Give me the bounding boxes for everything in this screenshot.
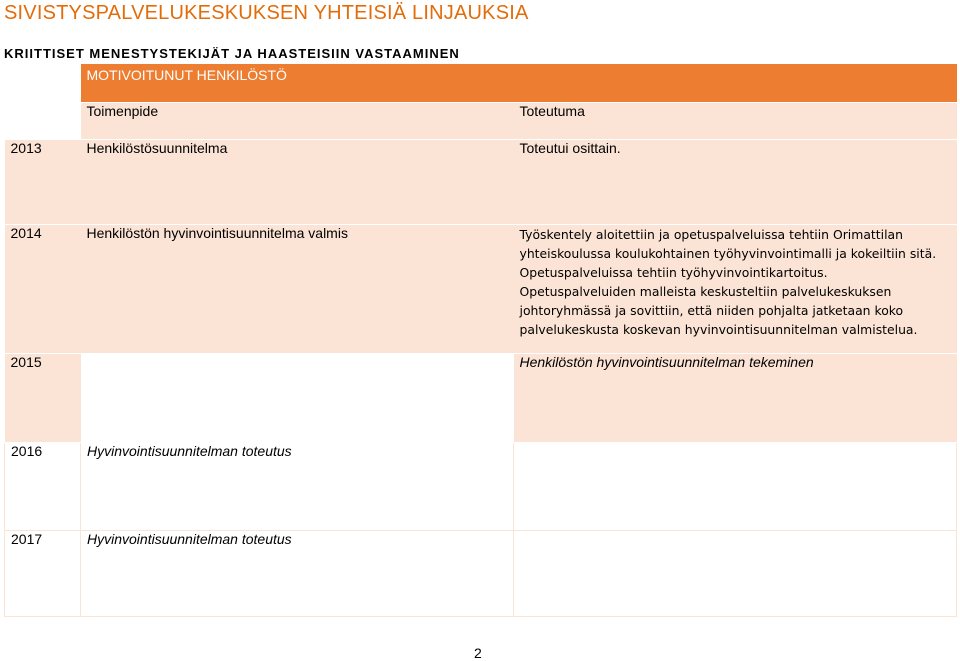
- band-spacer-cell: [5, 64, 81, 102]
- row-action: Hyvinvointisuunnitelman toteutus: [81, 442, 514, 530]
- row-action: Henkilöstösuunnitelma: [81, 139, 514, 224]
- plan-table: [4, 64, 957, 617]
- section-heading: KRIITTISET MENESTYSTEKIJÄT JA HAASTEISIIN VASTAAMINEN: [4, 46, 460, 61]
- row-result: Toteutui osittain.: [514, 139, 957, 224]
- header-spacer-cell: [5, 102, 81, 139]
- row-action: Henkilöstön hyvinvointisuunnitelma valmis: [81, 224, 514, 353]
- table-row: [5, 139, 957, 224]
- row-year: 2013: [5, 139, 81, 224]
- row-result: [514, 530, 957, 616]
- result-line: Työskentely aloitettiin ja opetuspalveluissa tehtiin Orimattilan: [519, 226, 903, 242]
- row-year: 2015: [5, 353, 81, 442]
- band-label: MOTIVOITUNUT HENKILÖSTÖ: [81, 64, 957, 102]
- header-result: Toteutuma: [514, 102, 957, 139]
- row-result: [514, 442, 957, 530]
- result-line: palvelukeskusta koskevan hyvinvointisuunnitelman valmistelua.: [519, 321, 918, 337]
- table-band-row: [5, 64, 957, 102]
- header-action: Toimenpide: [81, 102, 514, 139]
- table-row: [5, 224, 957, 353]
- table-row: [5, 442, 957, 530]
- result-line: Opetuspalveluiden malleista keskusteltiin palvelukeskuksen: [519, 283, 892, 299]
- row-action: Hyvinvointisuunnitelman toteutus: [81, 530, 514, 616]
- result-line: Opetuspalveluissa tehtiin työhyvinvointikartoitus.: [519, 264, 828, 280]
- page-number: 2: [474, 645, 482, 661]
- row-result: Henkilöstön hyvinvointisuunnitelman tekeminen: [514, 353, 957, 442]
- row-action: [81, 353, 514, 442]
- document-title: SIVISTYSPALVELUKESKUKSEN YHTEISIÄ LINJAUKSIA: [4, 2, 529, 24]
- result-line: yhteiskoulussa koulukohtainen työhyvinvointimalli ja kokeiltiin sitä.: [519, 245, 937, 261]
- table-row: [5, 530, 957, 616]
- row-year: 2014: [5, 224, 81, 353]
- row-result: [514, 224, 957, 353]
- row-year: 2017: [5, 530, 81, 616]
- table-header-row: [5, 102, 957, 139]
- table-row: [5, 353, 957, 442]
- row-year: 2016: [5, 442, 81, 530]
- result-line: johtoryhmässä ja sovittiin, että niiden pohjalta jatketaan koko: [519, 302, 904, 318]
